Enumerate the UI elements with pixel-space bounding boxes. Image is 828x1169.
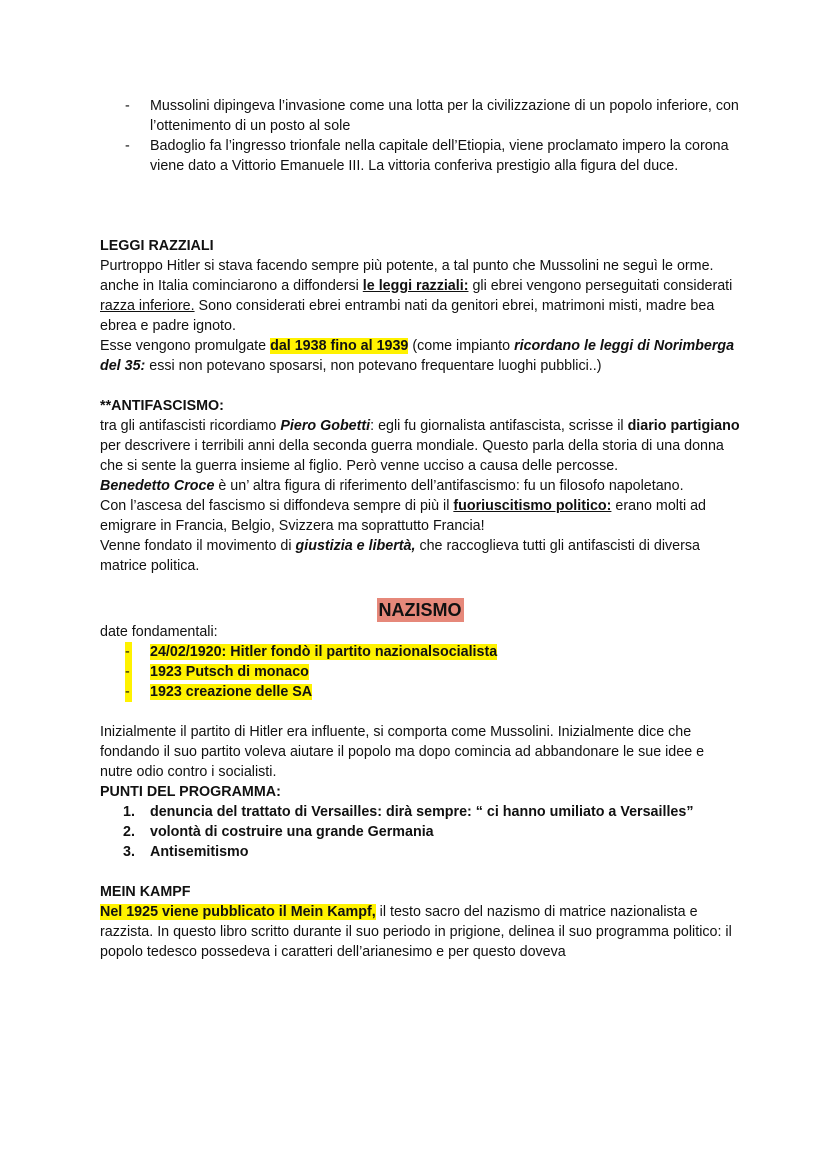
antifascismo-heading: **ANTIFASCISMO: xyxy=(100,398,224,414)
antifascismo-paragraph-2: Benedetto Croce è un’ altra figura di riferimento dell’antifascismo: fu un filosofo napoletano. xyxy=(100,478,684,494)
leggi-paragraph-3: Esse vengono promulgate dal 1938 fino al 1939 (come impianto ricordano le leggi di Norimberga del 35: essi non potevano sposarsi, non potevano frequentare luoghi pubblici..) xyxy=(100,338,735,374)
list-item: - 24/02/1920: Hitler fondò il partito nazionalsocialista xyxy=(100,642,740,662)
leggi-paragraph-2: anche in Italia cominciarono a diffondersi le leggi razziali: gli ebrei vengono perseguitati considerati razza inferiore. Sono considerati ebrei entrambi nati da genitori ebrei, matrimoni misti, madre bea ebrea e padre ignoto. xyxy=(100,278,733,334)
date-intro: date fondamentali: xyxy=(100,624,218,640)
mein-kampf-heading: MEIN KAMPF xyxy=(100,884,191,900)
dates-list xyxy=(100,642,740,702)
list-item: 3. Antisemitismo xyxy=(123,844,249,860)
nazismo-paragraph: Inizialmente il partito di Hitler era influente, si comporta come Mussolini. Inizialmente dice che fondando il suo partito voleva aiutare il popolo ma dopo comincia ad abbandonare le sue idee e nutre odio contro i socialisti. xyxy=(100,724,705,780)
nazismo-heading-wrap xyxy=(100,598,740,622)
antifascismo-paragraph-3: Con l’ascesa del fascismo si diffondeva sempre di più il fuoriuscitismo politico: erano molti ad emigrare in Francia, Belgio, Svizzera ma soprattutto Francia! xyxy=(100,498,706,534)
list-item: - 1923 creazione delle SA xyxy=(100,682,740,702)
list-item: 1. denuncia del trattato di Versailles: dirà sempre: “ ci hanno umiliato a Versailles” xyxy=(123,804,694,820)
antifascismo-paragraph-4: Venne fondato il movimento di giustizia e libertà, che raccoglieva tutti gli antifascisti di diversa matrice politica. xyxy=(100,538,700,574)
list-item: - 1923 Putsch di monaco xyxy=(100,662,740,682)
mein-kampf-paragraph: Nel 1925 viene pubblicato il Mein Kampf, il testo sacro del nazismo di matrice nazionalista e razzista. In questo libro scritto durante il suo periodo in prigione, delinea il suo programma politico: il popolo tedesco possedeva i caratteri dell’arianesimo e per questo doveva xyxy=(100,904,732,960)
antifascismo-paragraph-1: tra gli antifascisti ricordiamo Piero Gobetti: egli fu giornalista antifascista, scrisse il diario partigiano per descrivere i terribili anni della seconda guerra mondiale. Questo parla della storia di una donna che si sente la guerra insieme al figlio. Però venne ucciso a causa delle percosse. xyxy=(100,418,740,474)
list-item: - Badoglio fa l’ingresso trionfale nella capitale dell’Etiopia, viene proclamato impero la corona viene dato a Vittorio Emanuele III. La vittoria conferiva prestigio alla figura del duce. xyxy=(100,136,740,176)
list-item: - Mussolini dipingeva l’invasione come una lotta per la civilizzazione di un popolo inferiore, con l’ottenimento di un posto al sole xyxy=(100,96,740,136)
programma-heading: PUNTI DEL PROGRAMMA: xyxy=(100,784,281,800)
leggi-razziali-heading: LEGGI RAZZIALI xyxy=(100,238,214,254)
document-page xyxy=(100,96,740,962)
programma-list xyxy=(100,802,740,862)
nazismo-heading: NAZISMO xyxy=(378,600,462,620)
top-bullet-list xyxy=(100,96,740,176)
leggi-paragraph-1: Purtroppo Hitler si stava facendo sempre più potente, a tal punto che Mussolini ne seguì le orme. xyxy=(100,258,714,274)
list-item: 2. volontà di costruire una grande Germania xyxy=(123,824,434,840)
